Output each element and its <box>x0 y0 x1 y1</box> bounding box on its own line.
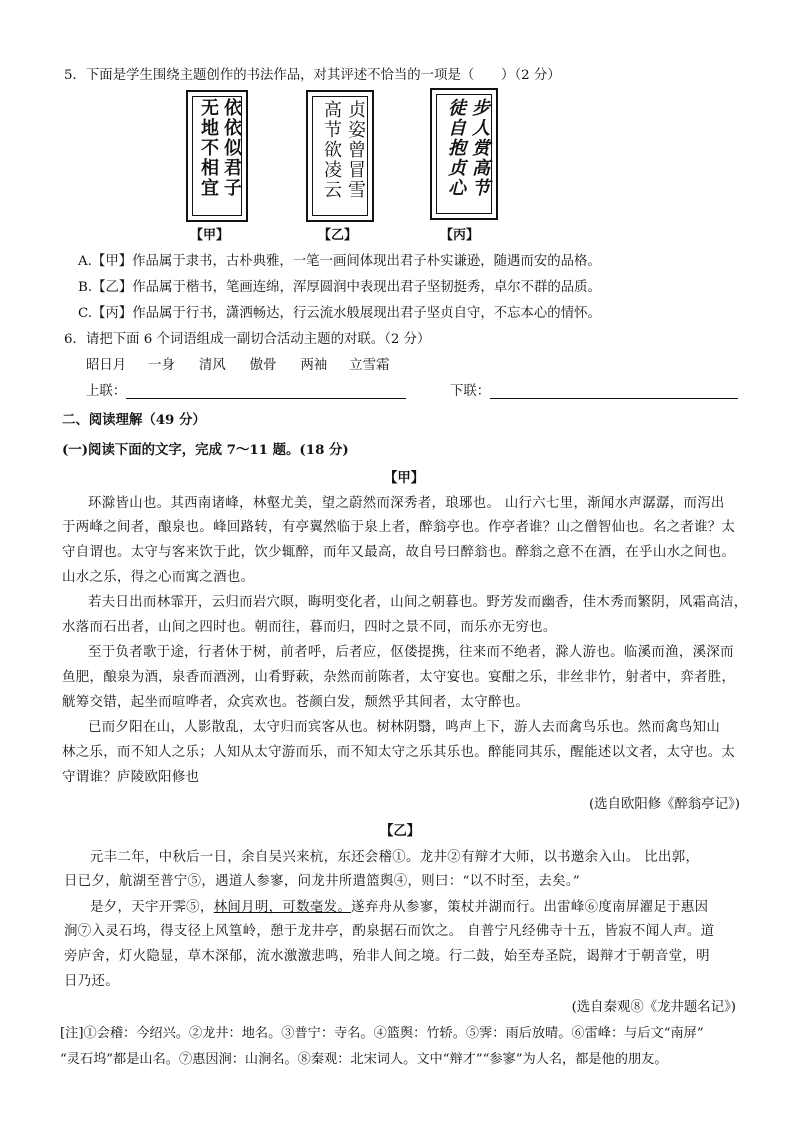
passage-line: 涧⑦入灵石坞，得支径上风篁岭，憩于龙井亭，酌泉据石而饮之。 自普宁凡经佛寺十五，皆寂不闻人声。道 <box>64 924 715 939</box>
passage-line: 日乃还。 <box>64 974 119 989</box>
q6-word: 清风 <box>198 358 226 373</box>
upper-label: 上联： <box>86 384 127 399</box>
calligraphy-col-right: 步人赏高节 <box>469 98 490 198</box>
q6-upper-couplet <box>86 380 406 399</box>
passage-line: 若夫日出而林霏开，云归而岩穴暝，晦明变化者，山间之朝暮也。野芳发而幽香，佳木秀而繁阴，风霜高洁， <box>88 595 748 610</box>
passage-yi-title: 【乙】 <box>380 823 421 839</box>
calligraphy-frame <box>186 90 248 222</box>
calligraphy-col-right: 依依似君子 <box>221 98 242 198</box>
calligraphy-col-left: 高节欲凌云 <box>321 100 342 200</box>
notes-line: [注]①会稽：今绍兴。②龙井：地名。③普宁：寺名。④篮舆：竹轿。⑤霁：雨后放晴。⑥雷峰：与后文“南屏” <box>60 1026 704 1041</box>
work-caption: 【乙】 <box>318 228 358 243</box>
section-sub-heading: (一)阅读下面的文字，完成 7～11 题。(18 分) <box>62 442 349 458</box>
q6-word: 一身 <box>148 358 175 373</box>
calligraphy-col-left: 无地不相宜 <box>198 98 219 198</box>
upper-answer-blank[interactable] <box>126 385 406 399</box>
q5-option-a: A.【甲】作品属于隶书，古朴典雅，一笔一画间体现出君子朴实谦逊，随遇而安的品格。 <box>78 254 601 269</box>
passage-line: 环滁皆山也。其西南诸峰，林壑尤美，望之蔚然而深秀者，琅琊也。 山行六七里，渐闻水声潺潺，而泻出 <box>88 496 725 511</box>
lower-label: 下联： <box>450 384 491 399</box>
q6-stem: 6．请把下面 6 个词语组成一副切合活动主题的对联。（2 分） <box>64 332 431 347</box>
section-heading: 二、阅读理解（49 分） <box>62 412 206 428</box>
passage-line: 日已夕，航湖至普宁⑤，遇道人参寥，问龙井所遣篮舆④，则曰：“以不时至，去矣。” <box>64 874 581 889</box>
q6-word: 两袖 <box>300 358 328 373</box>
calligraphy-col-left: 徒自抱贞心 <box>445 98 466 198</box>
q6-word: 立雪霜 <box>349 358 390 373</box>
passage-line: 元丰二年，中秋后一日，余自吴兴来杭，东还会稽①。龙井②有辩才大师，以书邀余入山。 比出郭， <box>90 850 700 865</box>
q6-word-list <box>86 354 389 373</box>
calligraphy-frame <box>430 88 498 220</box>
passage-jia <box>62 492 748 792</box>
passage-line: 于两峰之间者，酿泉也。峰回路转，有亭翼然临于泉上者，醉翁亭也。作亭者谁？山之僧智仙也。名之者谁？太 <box>62 520 736 535</box>
passage-jia-title: 【甲】 <box>384 470 425 486</box>
q6-word: 昭日月 <box>86 358 127 373</box>
q6-lower-couplet <box>450 380 738 399</box>
lower-answer-blank[interactable] <box>490 385 738 399</box>
passage-line: 旁庐舍，灯火隐显，草木深郁，流水激激悲鸣，殆非人间之境。行二鼓，始至寿圣院，谒辩才于朝音堂，明 <box>64 949 710 964</box>
q5-option-c: C.【丙】作品属于行书，潇洒畅达，行云流水般展现出君子坚贞自守，不忘本心的情怀。 <box>78 306 601 321</box>
passage-line: 觥筹交错，起坐而喧哗者，众宾欢也。苍颜白发，颓然乎其间者，太守醉也。 <box>62 695 530 710</box>
notes-line: “灵石坞”都是山名。⑦惠因涧：山涧名。⑧秦观：北宋词人。文中“辩才”“参寥”为人名，都是他的朋友。 <box>60 1052 668 1067</box>
q5-option-b: B.【乙】作品属于楷书，笔画连绵，浑厚圆润中表现出君子坚韧挺秀，卓尔不群的品质。 <box>78 280 601 295</box>
passage-line: 守自谓也。太守与客来饮于此，饮少辄醉，而年又最高，故自号曰醉翁也。醉翁之意不在酒，在乎山水之间也。 <box>62 545 736 560</box>
passage-line <box>64 896 708 915</box>
passage-yi <box>64 846 744 1006</box>
passage-yi-source: (选自秦观⑧《龙井题名记》) <box>571 1000 736 1015</box>
passage-line: 守谓谁？庐陵欧阳修也 <box>62 770 200 785</box>
passage-line: 水落而石出者，山间之四时也。朝而往，暮而归，四时之景不同，而乐亦无穷也。 <box>62 620 557 635</box>
work-caption: 【甲】 <box>190 228 230 243</box>
calligraphy-frame <box>306 90 374 222</box>
q5-stem: 5．下面是学生围绕主题创作的书法作品，对其评述不恰当的一项是（ ）（2 分） <box>64 68 561 83</box>
q6-word: 傲骨 <box>249 358 277 373</box>
passage-text: 是夕，天宇开霁⑤， <box>90 900 214 915</box>
passage-jia-source: (选自欧阳修《醉翁亭记》) <box>588 797 740 812</box>
passage-line: 林之乐，而不知人之乐；人知从太守游而乐，而不知太守之乐其乐也。醉能同其乐，醒能述以文者，太守也。太 <box>62 745 736 760</box>
work-caption: 【丙】 <box>440 228 480 243</box>
underlined-sentence: 林间月明，可数毫发。 <box>213 900 352 915</box>
passage-line: 山水之乐，得之心而寓之酒也。 <box>62 570 255 585</box>
passage-line: 至于负者歌于途，行者休于树，前者呼，后者应，伛偻提携，往来而不绝者，滁人游也。临溪而渔，溪深而 <box>88 645 734 660</box>
passage-line: 已而夕阳在山，人影散乱，太守归而宾客从也。树林阴翳，鸣声上下，游人去而禽鸟乐也。然而禽鸟知山 <box>88 720 721 735</box>
passage-text: 遂弃舟从参寥，策杖并湖而行。出雷峰⑥度南屏濯足于惠因 <box>351 900 709 915</box>
calligraphy-col-right: 贞姿曾冒雪 <box>345 100 366 200</box>
passage-line: 鱼肥，酿泉为酒，泉香而酒洌，山肴野蔌，杂然而前陈者，太守宴也。宴酣之乐，非丝非竹，射者中，弈者胜， <box>62 670 736 685</box>
